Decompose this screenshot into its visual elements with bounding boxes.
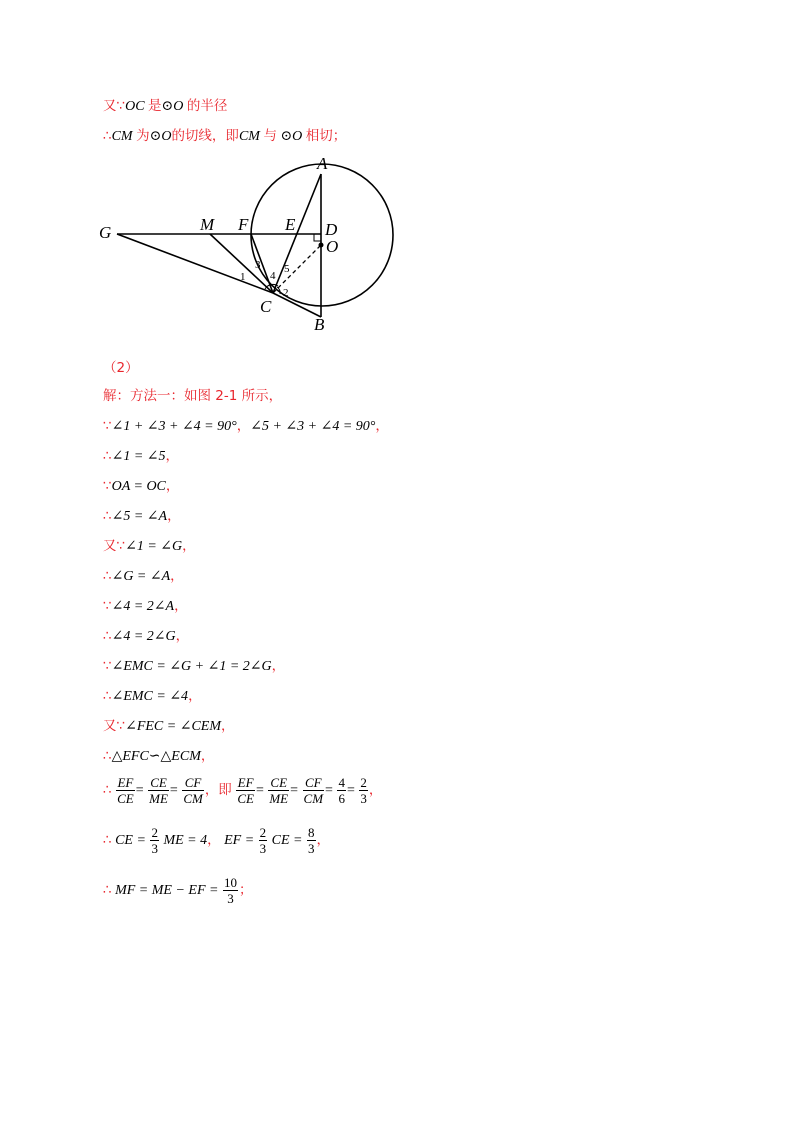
math-expr: ∠4 = 2∠A bbox=[111, 599, 175, 614]
step-6 bbox=[103, 566, 184, 587]
label-b: B bbox=[314, 315, 325, 334]
part-2-heading bbox=[103, 358, 139, 379]
step-10 bbox=[103, 686, 202, 707]
punct: ， bbox=[165, 448, 180, 464]
symbol: ∴ bbox=[103, 882, 112, 898]
punct: ， bbox=[375, 418, 389, 434]
cn-text: 相切； bbox=[305, 128, 347, 144]
fraction: $\frac{2}{3}$ bbox=[151, 825, 158, 857]
geometry-figure bbox=[95, 155, 405, 335]
math-expr: EF = bbox=[224, 833, 255, 848]
label-angle-5: 5 bbox=[284, 263, 290, 275]
cn-text: 与 bbox=[263, 128, 277, 144]
step-7 bbox=[103, 596, 188, 617]
fraction: $\frac{EF}{CE}$ bbox=[117, 775, 134, 807]
symbol: ∴ bbox=[103, 748, 112, 764]
math-expr: △EFC∽△ECM bbox=[111, 749, 201, 764]
cn-text: 解：方法一：如图 2-1 所示， bbox=[103, 388, 283, 404]
symbol: ∴ bbox=[103, 688, 112, 704]
text-line-2 bbox=[103, 126, 346, 147]
math-expr: ∠1 = ∠5 bbox=[111, 449, 166, 464]
text-line-1 bbox=[103, 96, 227, 117]
math-term: ⊙O bbox=[280, 129, 303, 144]
symbol: ∴ bbox=[103, 832, 112, 848]
symbol: ∵ bbox=[103, 418, 112, 434]
fraction: $\frac{CE}{ME}$ bbox=[149, 775, 168, 807]
symbol: ∴ bbox=[103, 782, 112, 798]
cn-text: 的切线，即 bbox=[171, 128, 239, 144]
label-g: G bbox=[99, 223, 112, 242]
symbol: ∴ bbox=[103, 448, 112, 464]
math-expr: CE = bbox=[271, 833, 303, 848]
math-expr: MF = ME − EF = bbox=[115, 883, 219, 898]
math-term: CM bbox=[111, 129, 133, 144]
fraction: $\frac{CF}{CM}$ bbox=[183, 775, 203, 807]
symbol: ∵ bbox=[103, 478, 112, 494]
punct: ， bbox=[170, 568, 184, 584]
segment-mc bbox=[210, 234, 273, 293]
label-angle-3: 3 bbox=[255, 259, 261, 271]
fraction: $\frac{8}{3}$ bbox=[308, 825, 315, 857]
math-expr: ∠1 + ∠3 + ∠4 = 90° bbox=[111, 419, 237, 434]
fraction: $\frac{2}{3}$ bbox=[259, 825, 267, 857]
separator: ， bbox=[207, 832, 221, 848]
separator: ， bbox=[236, 418, 251, 434]
cn-text: （2） bbox=[103, 360, 139, 376]
fraction: $\frac{10}{3}$ bbox=[223, 875, 237, 907]
math-expr: OA = OC bbox=[111, 479, 166, 494]
math-expr: ∠4 = 2∠G bbox=[111, 629, 176, 644]
segment-gc bbox=[117, 234, 273, 293]
punct: ， bbox=[167, 508, 181, 524]
step-9 bbox=[103, 656, 285, 677]
math-expr: ∠1 = ∠G bbox=[125, 539, 183, 554]
punct: ， bbox=[316, 832, 331, 848]
math-expr: ∠EMC = ∠4 bbox=[111, 689, 189, 704]
math-term: ⊙O bbox=[161, 99, 184, 114]
label-e: E bbox=[285, 215, 296, 234]
step-15 bbox=[103, 872, 252, 909]
math-expr: ∠5 = ∠A bbox=[111, 509, 168, 524]
math-term: ⊙O bbox=[149, 129, 172, 144]
symbol: 又∵ bbox=[103, 718, 126, 734]
label-angle-4: 4 bbox=[270, 270, 276, 282]
label-a: A bbox=[317, 155, 328, 173]
step-1 bbox=[103, 416, 389, 437]
punct: ， bbox=[271, 658, 286, 674]
punct: ， bbox=[200, 748, 215, 764]
fraction: $\frac{EF}{CE}$ bbox=[237, 775, 254, 807]
point-o bbox=[319, 243, 324, 248]
symbol: ∵ bbox=[103, 658, 112, 674]
math-term: CM bbox=[238, 129, 260, 144]
punct: ， bbox=[188, 688, 202, 704]
symbol: ∵ bbox=[103, 598, 112, 614]
step-11 bbox=[103, 716, 235, 737]
label-c: C bbox=[260, 297, 272, 316]
right-angle-mark bbox=[314, 234, 321, 241]
cn-text: ，即 bbox=[204, 782, 232, 798]
step-4 bbox=[103, 506, 181, 527]
label-angle-2: 2 bbox=[283, 287, 289, 299]
symbol: ∴ bbox=[103, 628, 112, 644]
step-14 bbox=[103, 822, 330, 859]
math-expr: ∠5 + ∠3 + ∠4 = 90° bbox=[250, 419, 376, 434]
cn-text: 为 bbox=[136, 128, 150, 144]
punct: ； bbox=[238, 882, 253, 898]
cn-text: 又∵ bbox=[103, 98, 126, 114]
fraction: $\frac{CE}{ME}$ bbox=[269, 775, 289, 807]
math-expr: ∠EMC = ∠G + ∠1 = 2∠G bbox=[111, 659, 272, 674]
fraction: $\frac{2}{3}$ bbox=[360, 775, 367, 807]
punct: ， bbox=[175, 628, 190, 644]
symbol: ∴ bbox=[103, 508, 112, 524]
label-f: F bbox=[238, 215, 249, 234]
math-expr: ∠FEC = ∠CEM bbox=[125, 719, 221, 734]
fraction: $\frac{4}{6}$ bbox=[338, 775, 345, 807]
step-5 bbox=[103, 536, 196, 557]
segment-co-dashed bbox=[273, 245, 321, 293]
math-term: OC bbox=[125, 99, 145, 114]
step-12 bbox=[103, 746, 214, 767]
label-m: M bbox=[200, 215, 215, 234]
method-line bbox=[103, 386, 282, 407]
punct: ， bbox=[165, 478, 180, 494]
step-8 bbox=[103, 626, 189, 647]
punct: ， bbox=[221, 718, 235, 734]
punct: ， bbox=[174, 598, 188, 614]
punct: ， bbox=[368, 782, 383, 798]
math-expr: ME = 4 bbox=[163, 833, 208, 848]
label-angle-1: 1 bbox=[240, 271, 246, 283]
math-expr: CE = bbox=[115, 833, 146, 848]
cn-text: 是 bbox=[148, 98, 162, 114]
step-2 bbox=[103, 446, 179, 467]
fraction: $\frac{CF}{CM}$ bbox=[303, 775, 324, 807]
label-o: O bbox=[326, 237, 339, 256]
punct: ， bbox=[182, 538, 196, 554]
label-d: D bbox=[325, 220, 338, 239]
symbol: ∴ bbox=[103, 568, 112, 584]
step-13: ∴ $\frac{EF}{CE}$ = $\frac{CE}{ME}$ = $\frac{CF}{CM}$ ，即 $\frac{EF}{CE}$ = $\frac{CE}{ME}$ = $\frac{CF}{CM}$ = $\frac{4}{6}$ = $\frac{2}{3}$ ， bbox=[103, 775, 383, 807]
symbol: 又∵ bbox=[103, 538, 126, 554]
cn-text: 的半径 bbox=[186, 98, 228, 114]
step-3 bbox=[103, 476, 179, 497]
cn-text: ∴ bbox=[103, 128, 112, 144]
math-expr: ∠G = ∠A bbox=[111, 569, 171, 584]
